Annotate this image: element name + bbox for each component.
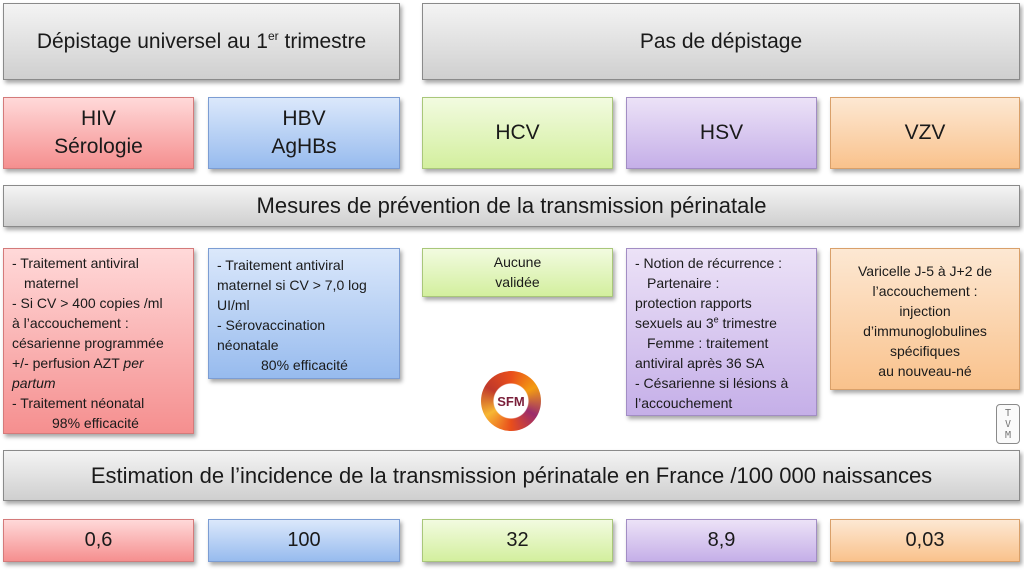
incidence-vzv — [830, 519, 1020, 562]
incidence-vzv-value: 0,03 — [905, 529, 945, 551]
prevention-hsv-line: l’accouchement — [635, 395, 733, 411]
prevention-hcv-line: Aucune — [493, 254, 542, 270]
prevention-hiv-line: - Traitement antiviral — [12, 255, 139, 271]
prevention-hiv-line: - Si CV > 400 copies /ml — [12, 295, 163, 311]
tvm-logo-letter: M — [1004, 429, 1012, 441]
header-no-screening-text: Pas de dépistage — [639, 29, 803, 53]
tvm-logo-letter: T — [1004, 407, 1012, 419]
prevention-hsv-line: antiviral après 36 SA — [635, 355, 765, 371]
prevention-vzv-line: l’accouchement : — [872, 283, 978, 299]
tvm-logo-letter: V — [1004, 418, 1012, 430]
prevention-vzv-line: spécifiques — [889, 343, 961, 359]
incidence-hsv — [626, 519, 817, 562]
prevention-hsv-line: protection rapports — [635, 295, 752, 311]
header-universal-text: Dépistage universel au 1er trimestre — [36, 28, 367, 53]
prevention-hcv — [422, 248, 613, 297]
pathogen-hcv — [422, 97, 613, 169]
prevention-hcv-line: validée — [495, 274, 540, 290]
pathogen-hsv-name: HSV — [699, 121, 744, 144]
pathogen-hiv-name: HIV — [80, 107, 116, 130]
prevention-hbv-line: maternel si CV > 7,0 log — [217, 277, 367, 293]
prevention-vzv-line: au nouveau-né — [878, 363, 972, 379]
prevention-hiv-line: à l’accouchement : — [12, 315, 129, 331]
incidence-title — [3, 450, 1020, 501]
pathogen-vzv-name: VZV — [904, 121, 946, 144]
prevention-hiv — [3, 248, 194, 434]
prevention-hbv-line: UI/ml — [217, 297, 250, 313]
prevention-hcv-text — [494, 252, 541, 292]
incidence-hbv — [208, 519, 400, 562]
pathogen-hcv-name: HCV — [495, 121, 540, 144]
incidence-hbv-value: 100 — [287, 529, 321, 551]
pathogen-hiv — [3, 97, 194, 169]
prevention-hiv-efficacy: 98% efficacité — [52, 415, 139, 431]
incidence-hiv — [3, 519, 194, 562]
prevention-hsv-text — [635, 253, 788, 413]
prevention-hiv-text — [12, 253, 164, 433]
prevention-hsv-line: Femme : traitement — [647, 335, 769, 351]
pathogen-hiv-test: Sérologie — [54, 135, 143, 158]
prevention-hiv-line: +/- perfusion AZT per — [12, 355, 144, 371]
prevention-title-text: Mesures de prévention de la transmission périnatale — [256, 193, 767, 218]
header-no-screening — [422, 3, 1020, 80]
prevention-vzv-text — [839, 261, 1011, 381]
prevention-title — [3, 185, 1020, 227]
prevention-hiv-line: partum — [12, 375, 56, 391]
header-universal-screening — [3, 3, 400, 80]
prevention-hbv-line: - Sérovaccination — [217, 317, 326, 333]
prevention-vzv-line: d’immunoglobulines — [863, 323, 987, 339]
prevention-hiv-line: - Traitement néonatal — [12, 395, 145, 411]
pathogen-hbv — [208, 97, 400, 169]
prevention-hsv-line: - Césarienne si lésions à — [635, 375, 789, 391]
prevention-vzv-line: Varicelle J-5 à J+2 de — [858, 263, 992, 279]
prevention-vzv — [830, 248, 1020, 390]
pathogen-vzv — [830, 97, 1020, 169]
pathogen-hbv-name: HBV — [282, 107, 326, 130]
prevention-hbv-text — [217, 255, 367, 375]
prevention-hsv-line: - Notion de récurrence : — [635, 255, 783, 271]
prevention-hbv — [208, 248, 400, 379]
prevention-hbv-line: néonatale — [217, 337, 279, 353]
incidence-hcv — [422, 519, 613, 562]
prevention-hsv — [626, 248, 817, 416]
incidence-hcv-value: 32 — [506, 529, 529, 551]
prevention-hbv-efficacy: 80% efficacité — [261, 357, 348, 373]
incidence-title-text: Estimation de l’incidence de la transmission périnatale en France /100 000 naissances — [90, 462, 933, 488]
pathogen-hsv — [626, 97, 817, 169]
sfm-logo-text: SFM — [497, 393, 525, 409]
tvm-logo — [996, 404, 1020, 444]
prevention-vzv-line: injection — [899, 303, 951, 319]
incidence-hsv-value: 8,9 — [707, 529, 736, 551]
prevention-hiv-line: césarienne programmée — [12, 335, 164, 351]
prevention-hsv-line: Partenaire : — [647, 275, 720, 291]
sfm-logo — [481, 371, 541, 431]
incidence-hiv-value: 0,6 — [84, 529, 113, 551]
prevention-hiv-line: maternel — [24, 275, 79, 291]
prevention-hsv-line: sexuels au 3e trimestre — [635, 314, 777, 331]
prevention-hbv-line: - Traitement antiviral — [217, 257, 344, 273]
pathogen-hbv-test: AgHBs — [271, 135, 337, 158]
